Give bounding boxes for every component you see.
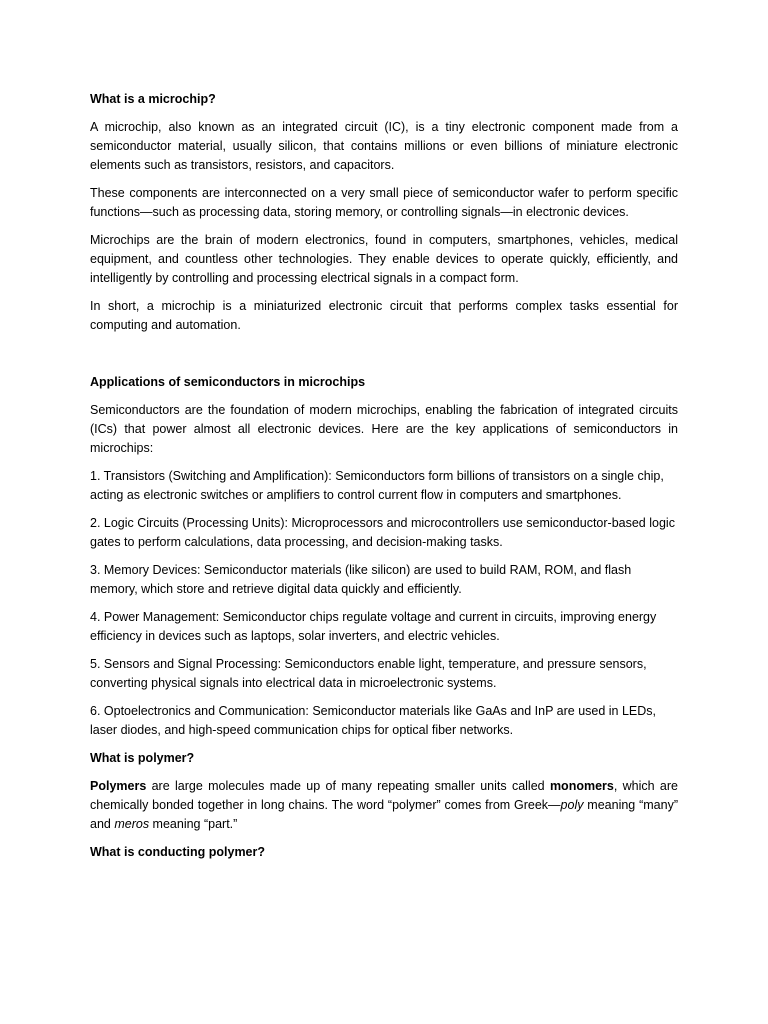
paragraph-polymer bbox=[90, 777, 678, 834]
term-monomers: monomers bbox=[549, 779, 614, 793]
paragraph-intro: Semiconductors are the foundation of modern microchips, enabling the fabrication of integrated circuits (ICs) that power almost all electronic devices. Here are the key applications of semiconductors in microchips: bbox=[90, 403, 678, 455]
paragraph: Microchips are the brain of modern electronics, found in computers, smartphones, vehicles, medical equipment, and countless other technologies. They enable devices to operate quickly, efficiently, and intelligently by controlling and processing electrical signals in a compact form. bbox=[90, 233, 678, 285]
term-poly: poly bbox=[560, 798, 584, 812]
list-item: 1. Transistors (Switching and Amplification): Semiconductors form billions of transistors on a single chip, acting as electronic switches or amplifiers to control current flow in computers and smartphones. bbox=[90, 469, 664, 502]
heading-what-is-microchip: What is a microchip? bbox=[90, 92, 216, 106]
paragraph: In short, a microchip is a miniaturized electronic circuit that performs complex tasks essential for computing and automation. bbox=[90, 299, 678, 332]
text-run: meaning “part.” bbox=[149, 817, 238, 831]
heading-conducting-polymer: What is conducting polymer? bbox=[90, 845, 266, 859]
term-meros: meros bbox=[114, 817, 150, 831]
term-polymers: Polymers bbox=[90, 779, 147, 793]
list-item: 4. Power Management: Semiconductor chips regulate voltage and current in circuits, improving energy efficiency in devices such as laptops, solar inverters, and electric vehicles. bbox=[90, 610, 657, 643]
heading-what-is-polymer: What is polymer? bbox=[90, 751, 195, 765]
text-run: are large molecules made up of many repeating smaller units called bbox=[146, 779, 550, 793]
text-run: meaning “many” and bbox=[90, 798, 678, 831]
text-run: , which are chemically bonded together in long chains. The word “polymer” comes from Greek— bbox=[90, 779, 678, 812]
heading-applications: Applications of semiconductors in microchips bbox=[90, 375, 366, 389]
paragraph: A microchip, also known as an integrated circuit (IC), is a tiny electronic component made from a semiconductor material, usually silicon, that contains millions or even billions of miniature electronic elements such as transistors, resistors, and capacitors. bbox=[90, 120, 678, 172]
list-item: 5. Sensors and Signal Processing: Semiconductors enable light, temperature, and pressure sensors, converting physical signals into electrical data in microelectronic systems. bbox=[90, 657, 647, 690]
list-item: 3. Memory Devices: Semiconductor materials (like silicon) are used to build RAM, ROM, and flash memory, which store and retrieve digital data quickly and efficiently. bbox=[90, 563, 632, 596]
paragraph: These components are interconnected on a very small piece of semiconductor wafer to perform specific functions—such as processing data, storing memory, or controlling signals—in electronic devices. bbox=[90, 186, 678, 219]
list-item: 2. Logic Circuits (Processing Units): Microprocessors and microcontrollers use semiconductor-based logic gates to perform calculations, data processing, and decision-making tasks. bbox=[90, 516, 675, 549]
list-item: 6. Optoelectronics and Communication: Semiconductor materials like GaAs and InP are used in LEDs, laser diodes, and high-speed communication chips for optical fiber networks. bbox=[90, 704, 657, 737]
section-spacer bbox=[90, 344, 678, 373]
